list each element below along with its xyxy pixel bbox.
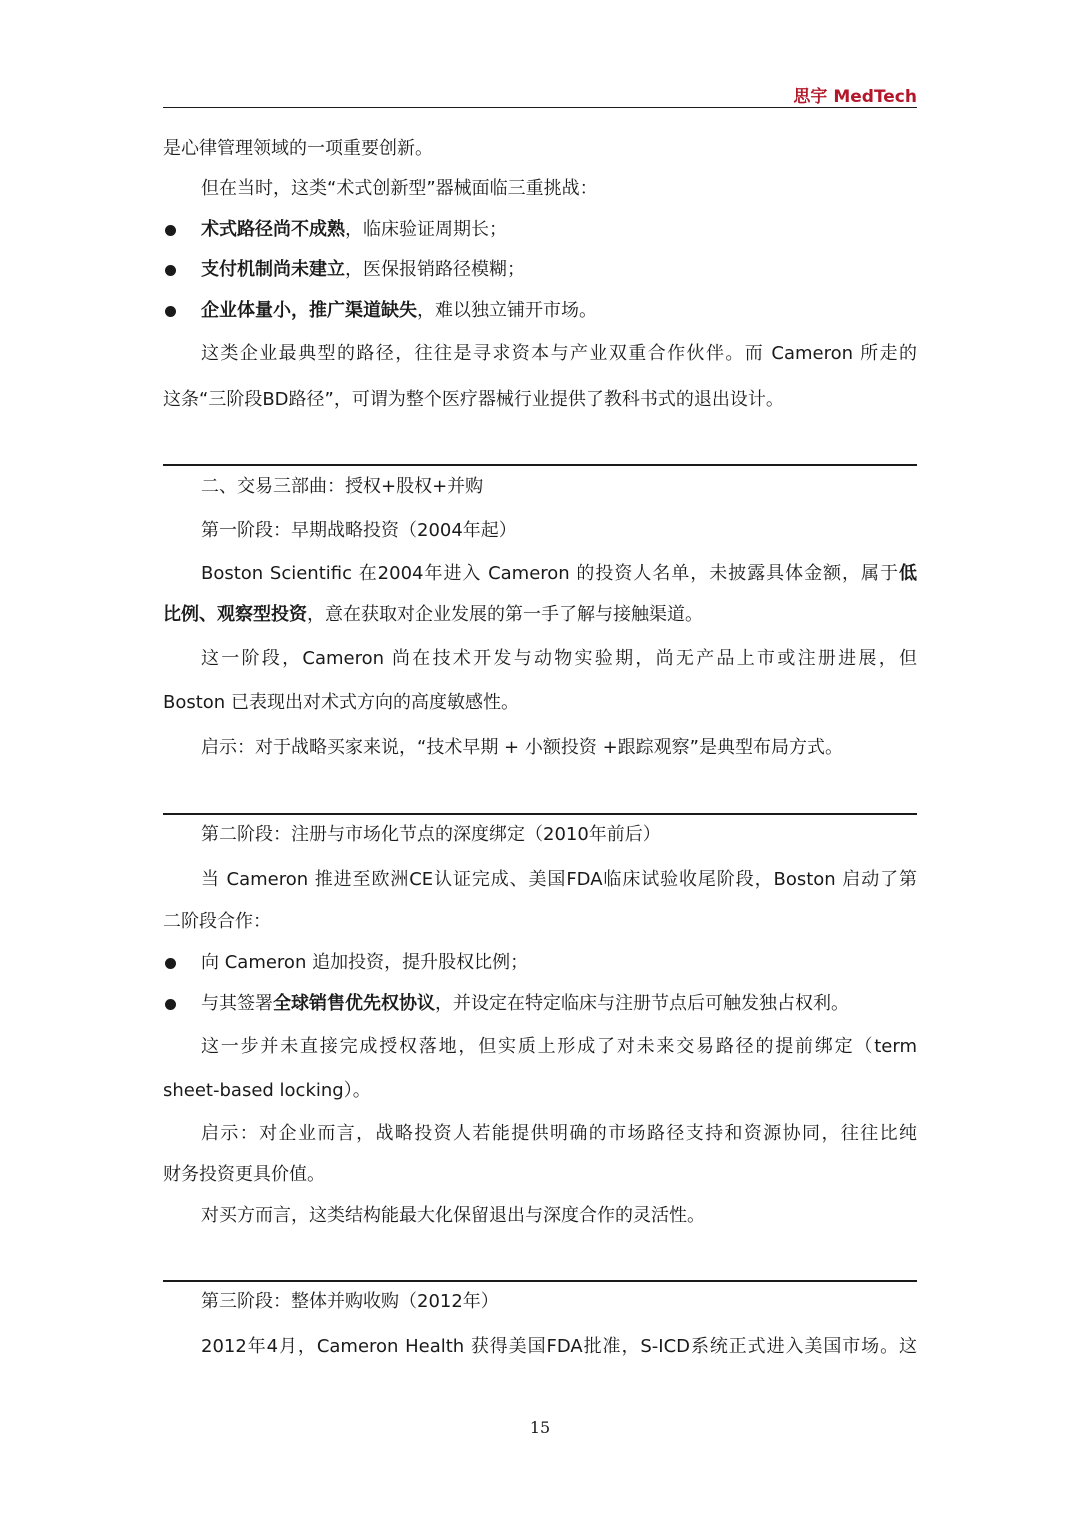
stage2-title: 第二阶段：注册与市场化节点的深度绑定（2010年前后） bbox=[201, 824, 661, 845]
stage2-bullet-2 bbox=[201, 990, 917, 1018]
bullet-bold: 企业体量小，推广渠道缺失 bbox=[201, 300, 417, 321]
bullet-bold: 支付机制尚未建立 bbox=[201, 259, 345, 280]
challenge-bullet-3 bbox=[201, 297, 917, 325]
bullet-dot bbox=[165, 999, 176, 1010]
intro-para-line-b: 这条“三阶段BD路径”，可谓为整个医疗器械行业提供了教科书式的退出设计。 bbox=[163, 389, 784, 410]
stage1-para2-line2: Boston 已表现出对术式方向的高度敏感性。 bbox=[163, 692, 519, 713]
text-span: Boston Scientific 在2004年进入 Cameron 的投资人名单，未披露具体金额，属于 bbox=[201, 563, 899, 584]
bullet-dot bbox=[165, 265, 176, 276]
bullet-dot bbox=[165, 306, 176, 317]
bullet-dot bbox=[165, 958, 176, 969]
section-rule bbox=[163, 1280, 917, 1282]
text-span: 与其签署 bbox=[201, 993, 273, 1014]
section-rule bbox=[163, 464, 917, 466]
bold-span: 比例、观察型投资 bbox=[163, 604, 307, 625]
stage2-insight-line1: 启示：对企业而言，战略投资人若能提供明确的市场路径支持和资源协同，往往比纯 bbox=[201, 1123, 917, 1144]
stage1-para2-line1: 这一阶段，Cameron 尚在技术开发与动物实验期，尚无产品上市或注册进展，但 bbox=[201, 648, 917, 669]
stage1-insight: 启示：对于战略买家来说，“技术早期 + 小额投资 +跟踪观察”是典型布局方式。 bbox=[201, 737, 843, 758]
page-number: 15 bbox=[529, 1418, 551, 1437]
stage2-para1-line1: 当 Cameron 推进至欧洲CE认证完成、美国FDA临床试验收尾阶段，Boston 启动了第 bbox=[201, 869, 917, 890]
bullet-rest: ，临床验证周期长； bbox=[345, 219, 507, 240]
section-rule bbox=[163, 813, 917, 815]
stage2-insight-line3: 对买方而言，这类结构能最大化保留退出与深度合作的灵活性。 bbox=[201, 1205, 705, 1226]
challenge-bullet-1 bbox=[201, 216, 917, 244]
stage2-insight-line2: 财务投资更具价值。 bbox=[163, 1164, 325, 1185]
bullet-bold: 术式路径尚不成熟 bbox=[201, 219, 345, 240]
intro-line-1: 是心律管理领域的一项重要创新。 bbox=[163, 138, 433, 159]
bold-span: 全球销售优先权协议 bbox=[273, 993, 435, 1014]
stage1-title: 第一阶段：早期战略投资（2004年起） bbox=[201, 520, 517, 541]
stage3-para1-line1: 2012年4月，Cameron Health 获得美国FDA批准，S-ICD系统正式进入美国市场。这 bbox=[201, 1336, 917, 1357]
stage2-para1-line2: 二阶段合作： bbox=[163, 911, 271, 932]
section-title: 二、交易三部曲：授权+股权+并购 bbox=[201, 476, 484, 497]
text-span: ，并设定在特定临床与注册节点后可触发独占权利。 bbox=[435, 993, 849, 1014]
stage2-para2-line2: sheet-based locking）。 bbox=[163, 1080, 371, 1101]
bold-span: 低 bbox=[899, 563, 917, 584]
text-span: ，意在获取对企业发展的第一手了解与接触渠道。 bbox=[307, 604, 703, 625]
bullet-rest: ，难以独立铺开市场。 bbox=[417, 300, 597, 321]
stage3-title: 第三阶段：整体并购收购（2012年） bbox=[201, 1291, 499, 1312]
intro-para-line-a: 这类企业最典型的路径，往往是寻求资本与产业双重合作伙伴。而 Cameron 所走的 bbox=[201, 343, 917, 364]
stage1-para1-line2 bbox=[163, 601, 917, 629]
intro-line-2: 但在当时，这类“术式创新型”器械面临三重挑战： bbox=[201, 178, 598, 199]
header-rule bbox=[163, 107, 917, 108]
stage2-bullet-1: 向 Cameron 追加投资，提升股权比例； bbox=[201, 952, 529, 973]
stage2-para2-line1: 这一步并未直接完成授权落地，但实质上形成了对未来交易路径的提前绑定（term bbox=[201, 1036, 917, 1057]
bullet-rest: ，医保报销路径模糊； bbox=[345, 259, 525, 280]
header-brand: 思宇 MedTech bbox=[793, 87, 917, 107]
challenge-bullet-2 bbox=[201, 256, 917, 284]
stage1-para1-line1 bbox=[163, 560, 917, 588]
bullet-dot bbox=[165, 225, 176, 236]
